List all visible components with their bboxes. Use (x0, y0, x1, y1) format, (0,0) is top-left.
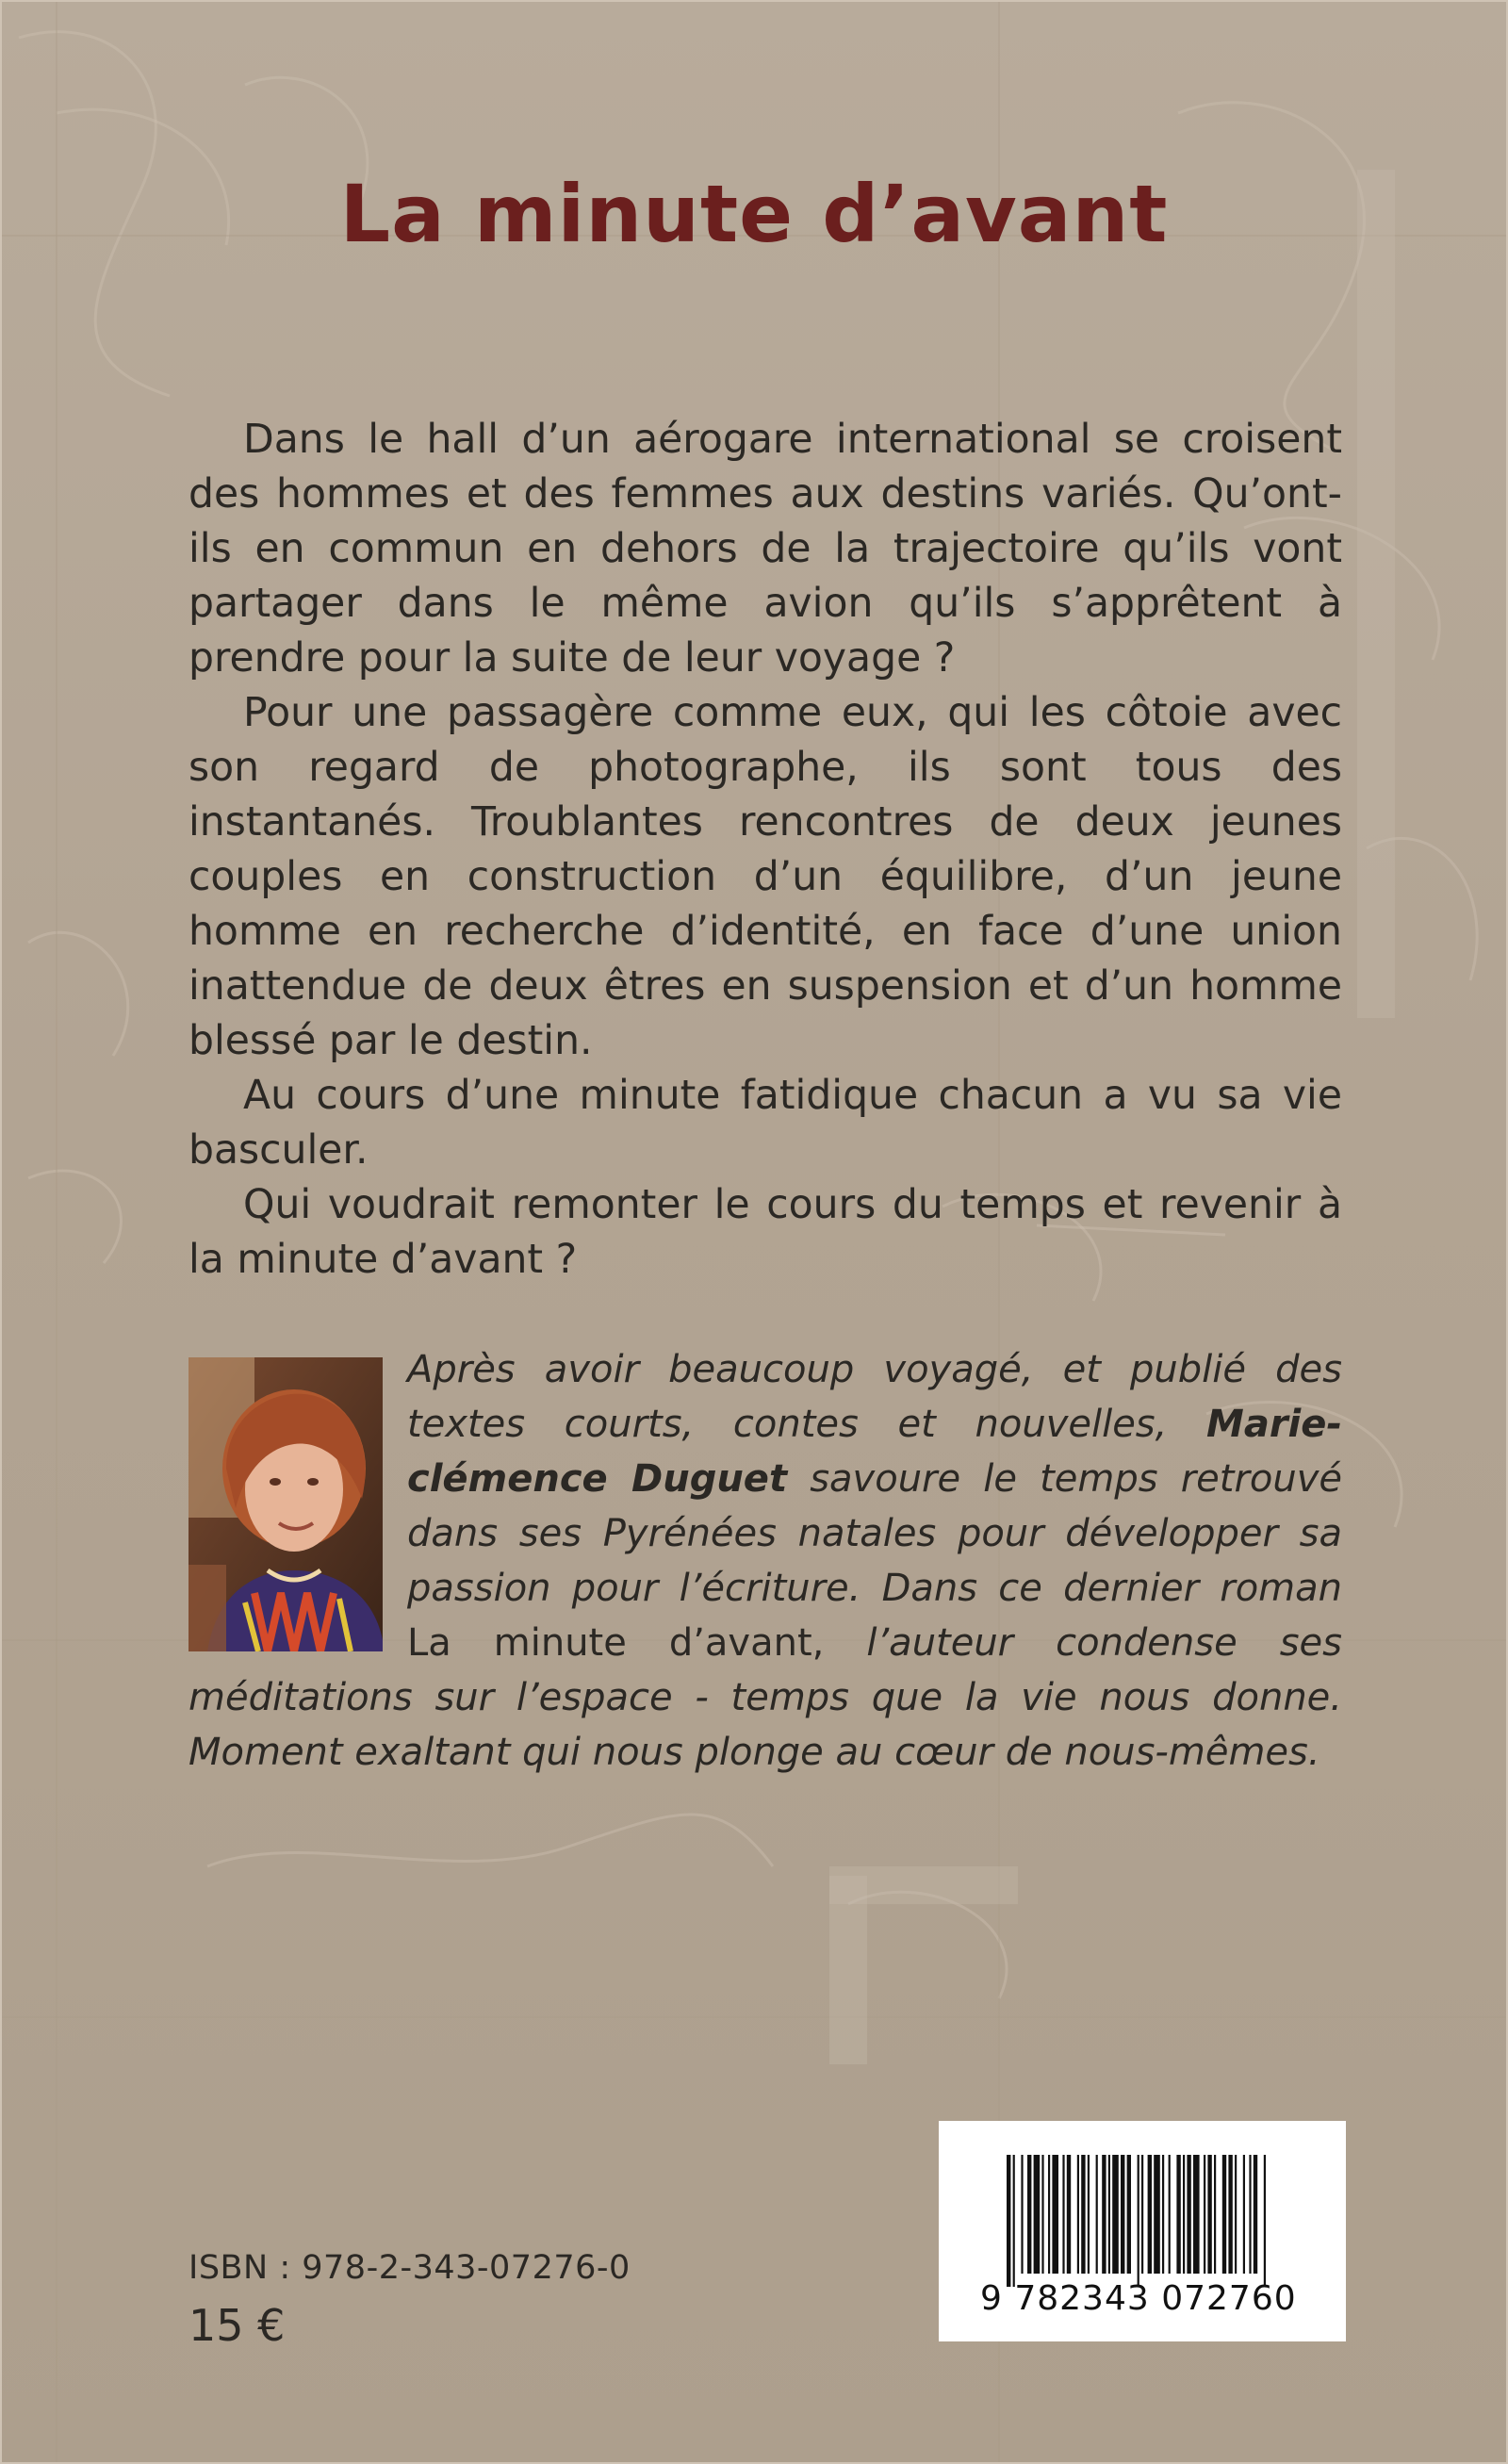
barcode-bar (1081, 2155, 1085, 2274)
book-title: La minute d’avant (339, 168, 1169, 260)
barcode-bar (1254, 2155, 1257, 2274)
barcode-bar (1187, 2155, 1190, 2274)
barcode-bar (1169, 2155, 1171, 2274)
barcode-bar (1027, 2155, 1031, 2274)
barcode-bar (1121, 2155, 1124, 2274)
book-blurb (188, 413, 1342, 1288)
barcode (939, 2121, 1346, 2341)
barcode-bar (1112, 2155, 1119, 2274)
isbn-number: ISBN : 978-2-343-07276-0 (188, 2249, 631, 2287)
blurb-paragraph: Qui voudrait remonter le cours du temps et revenir à la minute d’avant ? (188, 1182, 1342, 1283)
barcode-bar (1007, 2155, 1010, 2287)
barcode-bar (1102, 2155, 1106, 2274)
barcode-bar (1067, 2155, 1071, 2274)
barcode-bar (1013, 2155, 1015, 2287)
barcode-bar (1021, 2155, 1023, 2274)
barcode-bar (1048, 2155, 1050, 2274)
bio-text-part: savoure le temps retrouvé dans ses Pyrénées natales pour développer sa passion pour l’écriture. Dans ce dernier roman (407, 1457, 1342, 1610)
book-price: 15 € (188, 2300, 286, 2351)
bio-text-part: l’auteur condense ses méditations sur l’espace - temps que la vie nous donne. Moment exaltant qui nous plonge au cœur de nous-mêmes. (188, 1621, 1342, 1774)
barcode-bar (1264, 2155, 1266, 2287)
barcode-bar (1162, 2155, 1164, 2274)
author-name: Marie-clémence Duguet (407, 1403, 1342, 1501)
barcode-bar (1207, 2155, 1211, 2274)
barcode-bar (1052, 2155, 1058, 2274)
blurb-paragraph: Dans le hall d’un aérogare international se croisent des hommes et des femmes aux destins variés. Qu’ont-ils en commun en dehors de la trajectoire qu’ils vont partager dans le même avion qu’ils s’apprêtent à prendre pour la suite de leur voyage ? (188, 417, 1342, 682)
barcode-bar (1204, 2155, 1205, 2274)
barcode-bar (1096, 2155, 1098, 2274)
barcode-bar (1138, 2155, 1139, 2287)
barcode-bar (1148, 2155, 1152, 2274)
barcode-bar (1034, 2155, 1041, 2274)
barcode-bar (1088, 2155, 1090, 2274)
author-bio (188, 1342, 1342, 1780)
barcode-bar (1214, 2155, 1216, 2274)
barcode-bar (1127, 2155, 1131, 2274)
barcode-bar (1228, 2155, 1232, 2274)
bio-text-part: Après avoir beaucoup voyagé, et publié des textes courts, contes et nouvelles, (407, 1348, 1342, 1446)
barcode-bar (1141, 2155, 1143, 2274)
barcode-bar (1041, 2155, 1043, 2274)
barcode-bar (1243, 2155, 1245, 2274)
barcode-bar (1183, 2155, 1185, 2274)
barcode-bar (1193, 2155, 1200, 2274)
barcode-bar (1176, 2155, 1180, 2274)
barcode-bar (1108, 2155, 1110, 2274)
author-photo (188, 1357, 383, 1651)
blurb-paragraph: Au cours d’une minute fatidique chacun a vu sa vie basculer. (188, 1073, 1342, 1174)
author-portrait-image (188, 1357, 383, 1651)
barcode-bar (1222, 2155, 1226, 2274)
barcode-bar (1154, 2155, 1160, 2274)
barcode-bar (1235, 2155, 1237, 2274)
barcode-bar (1249, 2155, 1251, 2274)
barcode-digits: 9 782343 072760 (980, 2279, 1297, 2318)
barcode-bar (1062, 2155, 1064, 2274)
blurb-paragraph: Pour une passagère comme eux, qui les côtoie avec son regard de photographe, ils sont tous des instantanés. Troublantes rencontres de deux jeunes couples en construction d’un équilibre, d’un jeune homme en recherche d’identité, en face d’une union inattendue de deux êtres en suspension et d’un homme blessé par le destin. (188, 690, 1342, 1064)
book-reference: La minute d’avant, (407, 1621, 825, 1665)
barcode-bar (1077, 2155, 1079, 2274)
